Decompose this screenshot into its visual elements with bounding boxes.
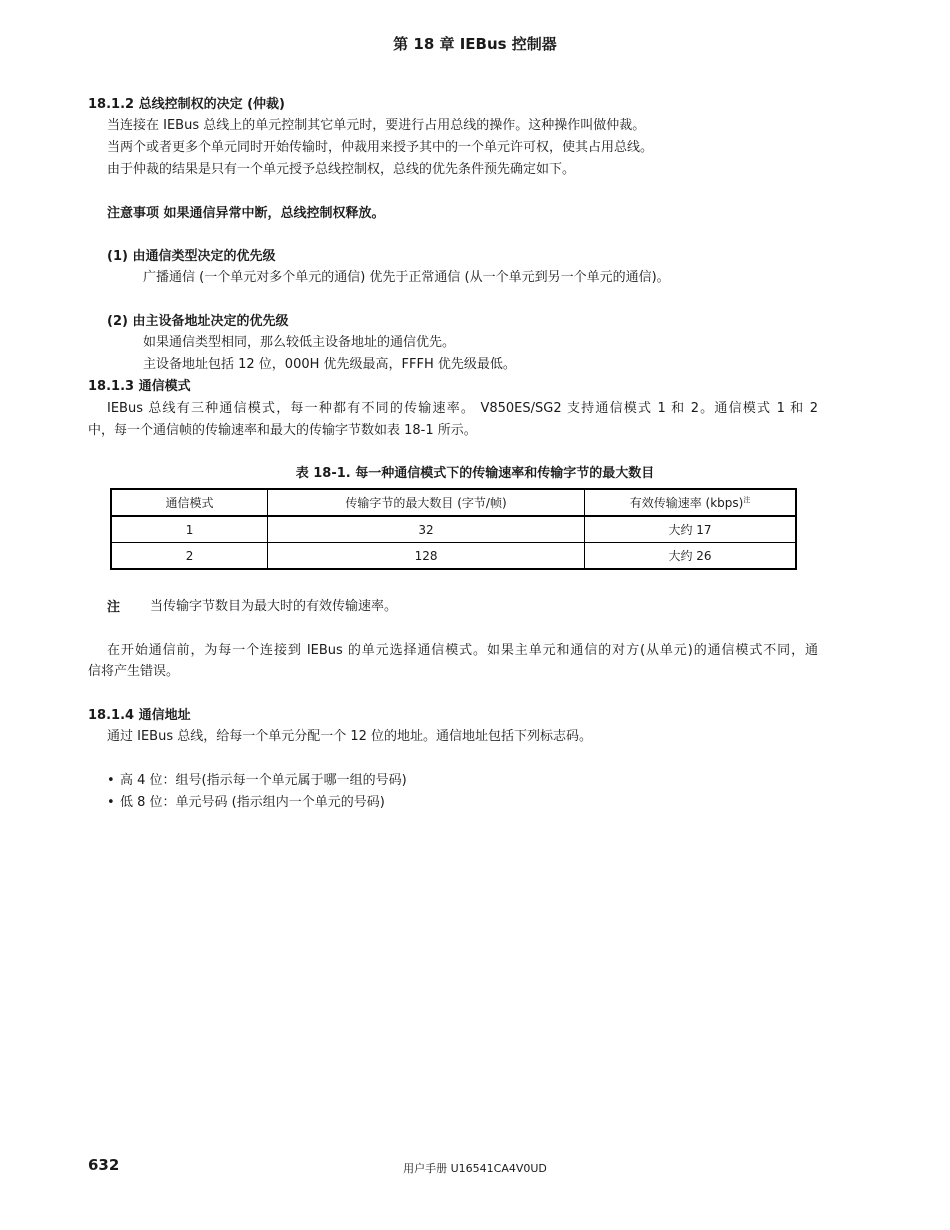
table-cell: 2 xyxy=(111,543,268,570)
paragraph-line: 信将产生错误。 xyxy=(88,664,180,679)
table-row xyxy=(111,516,796,543)
list-item-text: 高 4 位：组号(指示每一个单元属于哪一组的号码) xyxy=(120,773,407,788)
column-header xyxy=(585,489,796,516)
table-cell: 1 xyxy=(111,516,268,543)
paragraph-line: 中，每一个通信帧的传输速率和最大的传输字节数如表 18-1 所示。 xyxy=(88,423,477,438)
table-header-row xyxy=(111,489,796,516)
table-cell: 128 xyxy=(268,543,585,570)
bullet-icon: • xyxy=(107,773,115,788)
table-cell: 32 xyxy=(268,516,585,543)
item-text-2a: 如果通信类型相同，那么较低主设备地址的通信优先。 xyxy=(143,335,456,350)
item-heading-1: (1) 由通信类型决定的优先级 xyxy=(107,249,276,264)
note-label: 注 xyxy=(107,600,121,615)
item-heading-2: (2) 由主设备地址决定的优先级 xyxy=(107,314,289,329)
list-item xyxy=(107,769,407,788)
paragraph-line: 通过 IEBus 总线，给每一个单元分配一个 12 位的地址。通信地址包括下列标志码。 xyxy=(107,729,593,744)
column-header: 传输字节的最大数目 (字节/帧) xyxy=(268,489,585,516)
paragraph-line: 在开始通信前，为每一个连接到 IEBus 的单元选择通信模式。如果主单元和通信的对方(从单元)的通信模式不同，通 xyxy=(107,643,818,658)
section-heading-18-1-2: 18.1.2 总线控制权的决定 (仲裁) xyxy=(88,97,285,112)
section-heading-18-1-4: 18.1.4 通信地址 xyxy=(88,708,191,723)
rates-table xyxy=(110,488,797,570)
note-mark: 注 xyxy=(743,496,751,504)
table-cell: 大约 17 xyxy=(585,516,796,543)
chapter-title: 第 18 章 IEBus 控制器 xyxy=(393,35,557,53)
note-text: 当传输字节数目为最大时的有效传输速率。 xyxy=(150,599,398,614)
column-header: 通信模式 xyxy=(111,489,268,516)
paragraph-line: 当连接在 IEBus 总线上的单元控制其它单元时，要进行占用总线的操作。这种操作叫做仲裁。 xyxy=(107,118,646,133)
section-heading-18-1-3: 18.1.3 通信模式 xyxy=(88,379,191,394)
bullet-icon: • xyxy=(107,795,115,810)
item-text-2b: 主设备地址包括 12 位，000H 优先级最高，FFFH 优先级最低。 xyxy=(143,357,516,372)
table-cell: 大约 26 xyxy=(585,543,796,570)
paragraph-line: IEBus 总线有三种通信模式，每一种都有不同的传输速率。 V850ES/SG2 支持通信模式 1 和 2。通信模式 1 和 2 xyxy=(107,401,818,416)
table-caption: 表 18-1. 每一种通信模式下的传输速率和传输字节的最大数目 xyxy=(295,466,655,481)
caution-note: 注意事项 如果通信异常中断，总线控制权释放。 xyxy=(107,206,385,221)
column-header-label: 有效传输速率 (kbps) xyxy=(629,496,744,510)
paragraph-line: 由于仲裁的结果是只有一个单元授予总线控制权，总线的优先条件预先确定如下。 xyxy=(107,162,576,177)
item-text-1: 广播通信 (一个单元对多个单元的通信) 优先于正常通信 (从一个单元到另一个单元的通信)。 xyxy=(143,270,670,285)
paragraph-line: 当两个或者更多个单元同时开始传输时，仲裁用来授予其中的一个单元许可权，使其占用总线。 xyxy=(107,140,654,155)
list-item xyxy=(107,791,385,810)
list-item-text: 低 8 位：单元号码 (指示组内一个单元的号码) xyxy=(120,795,385,810)
page-number: 632 xyxy=(88,1156,120,1174)
table-row xyxy=(111,543,796,570)
footer-manual-id: 用户手册 U16541CA4V0UD xyxy=(403,1162,547,1175)
